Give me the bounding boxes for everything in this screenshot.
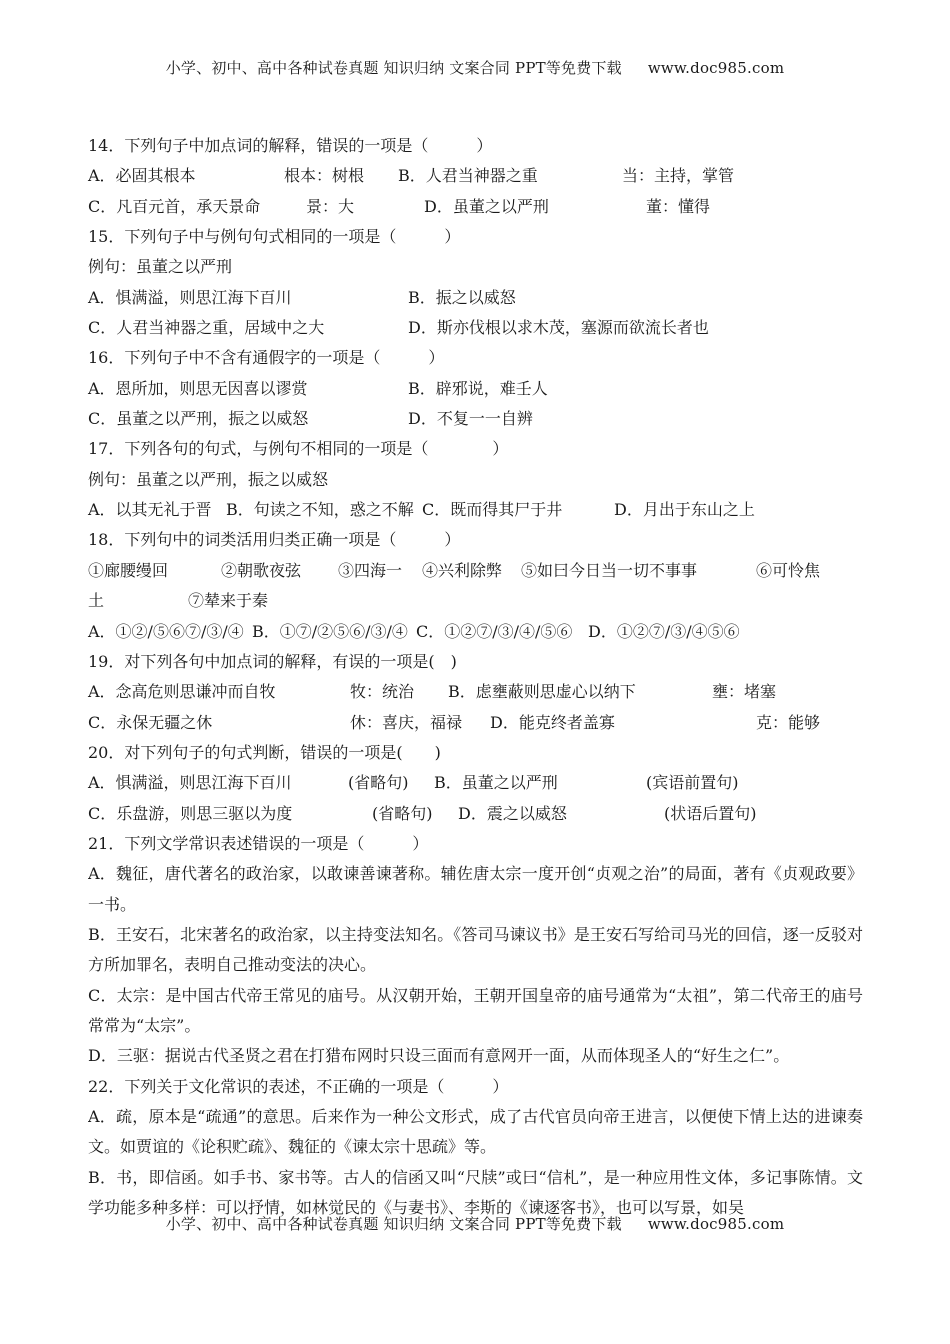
question-18-stem: 18．下列句中的词类活用归类正确一项是（ ） <box>88 530 461 550</box>
question-16-options-ab <box>88 374 863 404</box>
question-18-items <box>88 556 863 586</box>
q20-option-a-note: (省略句) <box>348 773 409 793</box>
q17-option-b: B．句读之不知，惑之不解 <box>226 500 414 520</box>
question-14-options-ab <box>88 161 863 191</box>
footer-site: www.doc985.com <box>647 1215 785 1233</box>
q15-option-b: B．振之以威怒 <box>408 287 516 307</box>
question-21-stem: 21．下列文学常识表述错误的一项是（ ） <box>88 833 429 853</box>
q17-option-d: D．月出于东山之上 <box>614 500 755 520</box>
q14-option-b-gloss: 当：主持，掌管 <box>622 166 735 186</box>
q20-option-b-note: (宾语前置句) <box>646 773 739 793</box>
q18-item-5: ⑤如曰今日当一切不事事 <box>521 560 698 580</box>
q19-option-b-gloss: 壅：堵塞 <box>712 682 777 702</box>
q18-option-a: A．①②/⑤⑥⑦/③/④ <box>88 621 244 641</box>
footer-text: 小学、初中、高中各种试卷真题 知识归纳 文案合同 PPT等免费下载 <box>165 1215 622 1233</box>
question-17-stem: 17．下列各句的句式，与例句不相同的一项是（ ） <box>88 439 509 459</box>
q20-option-d: D．震之以威怒 <box>458 803 567 823</box>
q19-option-a: A．念高危则思谦冲而自牧 <box>88 682 276 702</box>
q18-item-1: ①廊腰缦回 <box>88 560 169 580</box>
header-text: 小学、初中、高中各种试卷真题 知识归纳 文案合同 PPT等免费下载 <box>165 59 622 77</box>
q18-item-2: ②朝歌夜弦 <box>221 560 302 580</box>
question-20-options-ab <box>88 768 863 798</box>
q15-option-c: C．人君当神器之重，居域中之大 <box>88 318 325 338</box>
q14-option-d-gloss: 董：懂得 <box>646 196 711 216</box>
q14-option-c-gloss: 景：大 <box>306 196 355 216</box>
q16-option-c: C．虽董之以严刑，振之以威怒 <box>88 409 309 429</box>
question-17-options <box>88 495 863 525</box>
question-14-options-cd <box>88 192 863 222</box>
q18-item-7: ⑦辇来于秦 <box>188 591 269 611</box>
q18-item-3: ③四海一 <box>338 560 403 580</box>
q20-option-c-note: (省略句) <box>372 803 433 823</box>
question-18-options <box>88 617 863 647</box>
question-15-stem: 15．下列句子中与例句句式相同的一项是（ ） <box>88 227 461 247</box>
q15-option-d: D．斯亦伐根以求木茂，塞源而欲流长者也 <box>408 318 709 338</box>
q20-option-d-note: (状语后置句) <box>664 803 757 823</box>
question-15-options-ab <box>88 283 863 313</box>
q14-option-b: B．人君当神器之重 <box>398 166 538 186</box>
q19-option-d: D．能克终者盖寡 <box>490 712 615 732</box>
q19-option-d-gloss: 克：能够 <box>756 712 821 732</box>
question-18-items-cont <box>88 586 863 616</box>
question-17-example: 例句：虽董之以严刑，振之以威怒 <box>88 469 329 489</box>
question-21-option-b: B．王安石，北宋著名的政治家，以主持变法知名。《答司马谏议书》是王安石写给司马光的回信，逐一反驳对方所加罪名，表明自己推动变法的决心。 <box>88 924 863 975</box>
question-15-options-cd <box>88 313 863 343</box>
page-footer <box>0 1213 950 1234</box>
question-14-stem: 14．下列句子中加点词的解释，错误的一项是（ ） <box>88 136 493 155</box>
page-header <box>0 57 950 78</box>
question-21-option-d: D．三驱：据说古代圣贤之君在打猎布网时只设三面而有意网开一面，从而体现圣人的“好生之仁”。 <box>88 1046 790 1066</box>
q18-option-c: C．①②⑦/③/④/⑤⑥ <box>416 621 573 641</box>
q18-option-b: B．①⑦/②⑤⑥/③/④ <box>252 621 408 641</box>
question-22-option-b: B．书，即信函。如手书、家书等。古人的信函又叫“尺牍”或曰“信札”，是一种应用性文体，多记事陈情。文学功能多种多样：可以抒情，如林觉民的《与妻书》、李斯的《谏逐客书》，也可以写景，如吴 <box>88 1167 863 1218</box>
question-21-option-c: C．太宗：是中国古代帝王常见的庙号。从汉朝开始，王朝开国皇帝的庙号通常为“太祖”，第二代帝王的庙号常常为“太宗”。 <box>88 985 863 1035</box>
question-20-options-cd <box>88 799 863 829</box>
q17-option-c: C．既而得其尸于井 <box>422 500 563 520</box>
question-19-stem: 19．对下列各句中加点词的解释，有误的一项是( ) <box>88 651 457 671</box>
q18-item-6a: ⑥可怜焦 <box>756 560 821 580</box>
q20-option-b: B．虽董之以严刑 <box>434 773 558 793</box>
question-19-options-cd <box>88 708 863 738</box>
q16-option-a: A．恩所加，则思无因喜以谬赏 <box>88 378 308 398</box>
question-22-option-a: A．疏，原本是“疏通”的意思。后来作为一种公文形式，成了古代官员向帝王进言，以便使下情上达的进谏奏文。如贾谊的《论积贮疏》、魏征的《谏太宗十思疏》等。 <box>88 1107 863 1157</box>
q18-option-d: D．①②⑦/③/④⑤⑥ <box>588 621 740 641</box>
q17-option-a: A．以其无礼于晋 <box>88 500 212 520</box>
question-16-options-cd <box>88 404 863 434</box>
q14-option-c: C．凡百元首，承天景命 <box>88 196 261 216</box>
question-20-stem: 20．对下列句子的句式判断，错误的一项是( ) <box>88 742 441 762</box>
question-15-example: 例句：虽董之以严刑 <box>88 257 233 277</box>
question-19-options-ab <box>88 677 863 707</box>
q14-option-a-gloss: 根本：树根 <box>284 166 365 186</box>
q16-option-d: D．不复一一自辨 <box>408 409 533 429</box>
q18-item-6b: 土 <box>88 591 105 611</box>
question-list <box>88 131 863 1223</box>
q19-option-b: B．虑壅蔽则思虚心以纳下 <box>448 682 636 702</box>
q19-option-a-gloss: 牧：统治 <box>350 682 415 702</box>
q20-option-c: C．乐盘游，则思三驱以为度 <box>88 803 293 823</box>
q15-option-a: A．惧满溢，则思江海下百川 <box>88 287 292 307</box>
q18-item-4: ④兴利除弊 <box>422 560 503 580</box>
question-22-stem: 22．下列关于文化常识的表述，不正确的一项是（ ） <box>88 1076 509 1096</box>
q19-option-c-gloss: 休：喜庆，福禄 <box>350 712 463 732</box>
q14-option-a: A．必固其根本 <box>88 166 196 186</box>
q14-option-d: D．虽董之以严刑 <box>424 196 549 216</box>
question-21-option-a: A．魏征，唐代著名的政治家，以敢谏善谏著称。辅佐唐太宗一度开创“贞观之治”的局面，著有《贞观政要》一书。 <box>88 864 863 914</box>
header-site: www.doc985.com <box>647 59 785 77</box>
q19-option-c: C．永保无疆之休 <box>88 712 213 732</box>
question-16-stem: 16．下列句子中不含有通假字的一项是（ ） <box>88 348 445 368</box>
q20-option-a: A．惧满溢，则思江海下百川 <box>88 773 292 793</box>
q16-option-b: B．辟邪说，难壬人 <box>408 378 548 398</box>
